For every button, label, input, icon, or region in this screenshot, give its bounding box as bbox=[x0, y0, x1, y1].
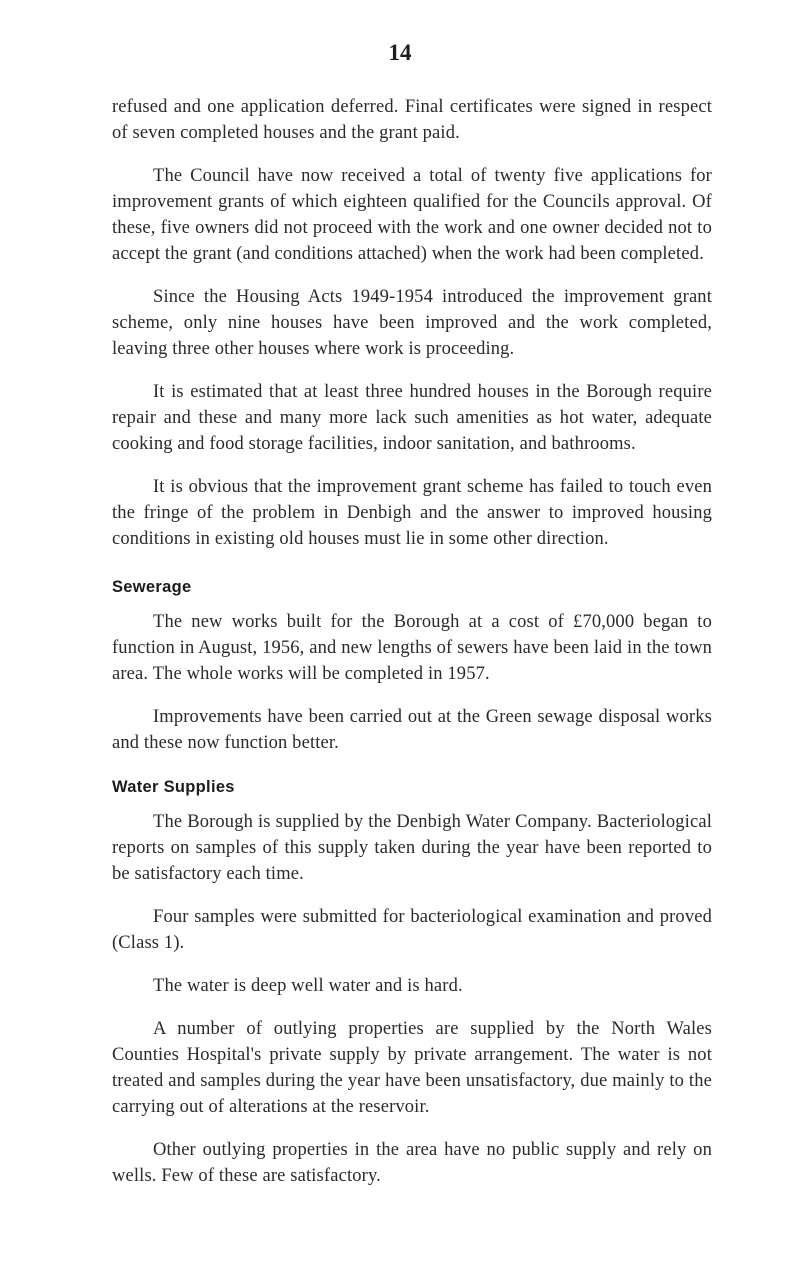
paragraph: The new works built for the Borough at a cost of £70,000 began to function in August, 1956, and new lengths of sewers have been laid in the town area. The whole works will be completed in 1957. bbox=[112, 612, 712, 684]
section-heading-sewerage: Sewerage bbox=[112, 578, 192, 596]
paragraph: The Council have now received a total of twenty five applications for improvement grants of which eighteen qualified for the Councils approval. Of these, five owners did not proceed with the work and one owner decided not to accept the grant (and conditions attached) when the work had been completed. bbox=[112, 166, 712, 264]
paragraph: The water is deep well water and is hard. bbox=[153, 976, 463, 996]
paragraph: Four samples were submitted for bacteriological examination and proved (Class 1). bbox=[112, 907, 712, 953]
document-body bbox=[112, 94, 712, 1206]
paragraph: refused and one application deferred. Final certificates were signed in respect of seven completed houses and the grant paid. bbox=[112, 97, 712, 143]
paragraph: Since the Housing Acts 1949-1954 introduced the improvement grant scheme, only nine houses have been improved and the work completed, leaving three other houses where work is proceeding. bbox=[112, 287, 712, 359]
paragraph: It is estimated that at least three hundred houses in the Borough require repair and these and many more lack such amenities as hot water, adequate cooking and food storage facilities, indoor sanitation, and bathrooms. bbox=[112, 382, 712, 454]
section-heading-water-supplies: Water Supplies bbox=[112, 778, 235, 796]
paragraph: A number of outlying properties are supplied by the North Wales Counties Hospital's private supply by private arrangement. The water is not treated and samples during the year have been unsatisfactory, due mainly to the carrying out of alterations at the reservoir. bbox=[112, 1019, 712, 1117]
page-number: 14 bbox=[388, 40, 412, 65]
paragraph: Improvements have been carried out at the Green sewage disposal works and these now function better. bbox=[112, 707, 712, 753]
paragraph: Other outlying properties in the area have no public supply and rely on wells. Few of these are satisfactory. bbox=[112, 1140, 712, 1186]
paragraph: The Borough is supplied by the Denbigh Water Company. Bacteriological reports on samples of this supply taken during the year have been reported to be satisfactory each time. bbox=[112, 812, 712, 884]
paragraph: It is obvious that the improvement grant scheme has failed to touch even the fringe of the problem in Denbigh and the answer to improved housing conditions in existing old houses must lie in some other direction. bbox=[112, 477, 712, 549]
